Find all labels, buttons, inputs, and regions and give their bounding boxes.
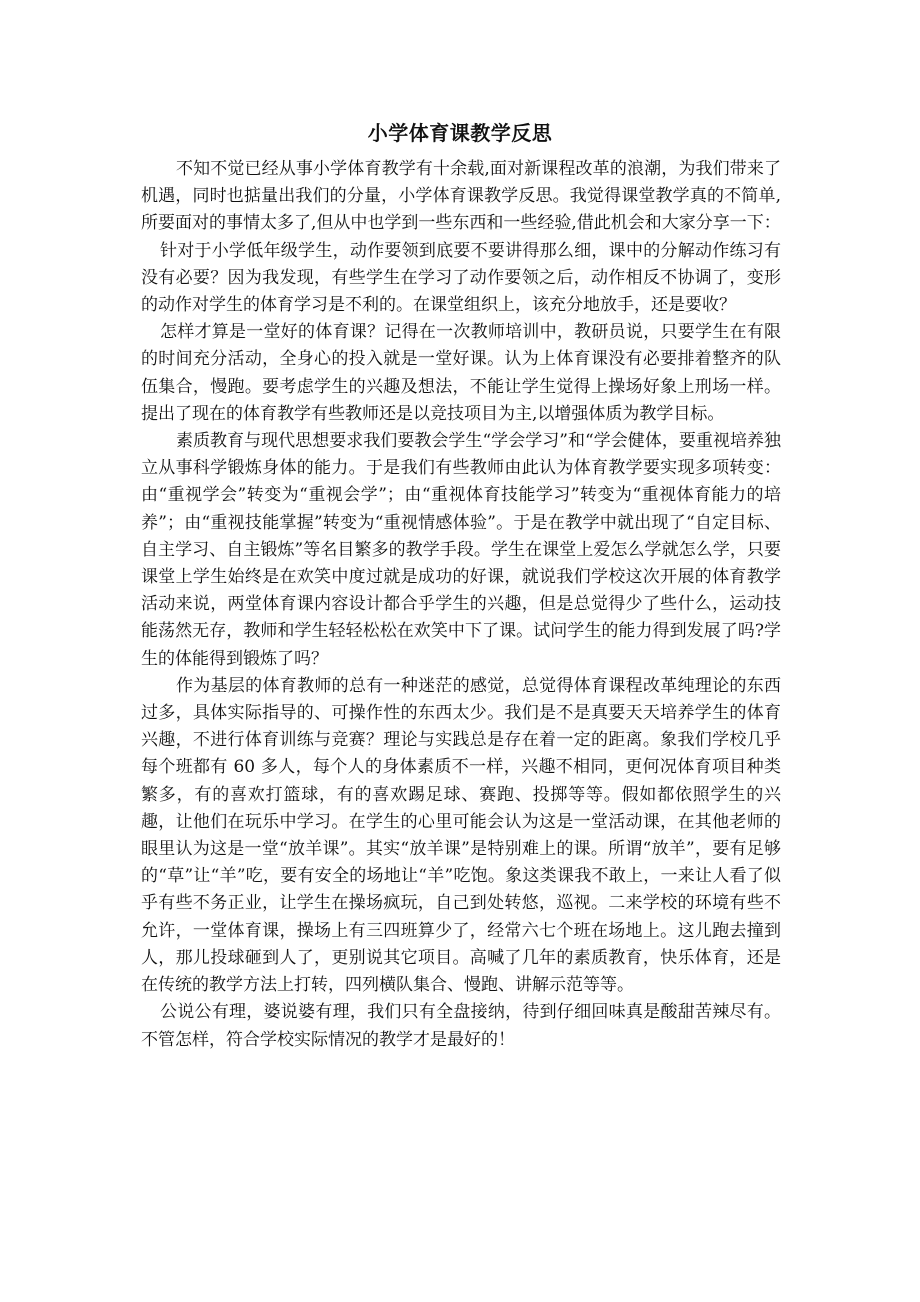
paragraph-1: 不知不觉已经从事小学体育教学有十余载,面对新课程改革的浪潮，为我们带来了机遇，同时也掂量出我们的分量，小学体育课教学反思。我觉得课堂教学真的不简单,所要面对的事情太多了,但从中也学到一些东西和一些经验,借此机会和大家分享一下： [141, 159, 781, 234]
paragraph-3: 怎样才算是一堂好的体育课？记得在一次教师培训中，教研员说，只要学生在有限的时间充分活动，全身心的投入就是一堂好课。认为上体育课没有必要排着整齐的队伍集合，慢跑。要考虑学生的兴趣及想法，不能让学生觉得上操场好象上刑场一样。提出了现在的体育教学有些教师还是以竞技项目为主,以增强体质为教学目标。 [141, 322, 781, 424]
paragraph-4: 素质教育与现代思想要求我们要教会学生“学会学习”和“学会健体，要重视培养独立从事科学锻炼身体的能力。于是我们有些教师由此认为体育教学要实现多项转变：由“重视学会”转变为“重视会学”；由“重视体育技能学习”转变为“重视体育能力的培养”；由“重视技能掌握”转变为“重视情感体验”。于是在教学中就出现了“自定目标、自主学习、自主锻炼”等名目繁多的教学手段。学生在课堂上爱怎么学就怎么学，只要课堂上学生始终是在欢笑中度过就是成功的好课，就说我们学校这次开展的体育教学活动来说，两堂体育课内容设计都合乎学生的兴趣，但是总觉得少了些什么，运动技能荡然无存，教师和学生轻轻松松在欢笑中下了课。试问学生的能力得到发展了吗?学生的体能得到锻炼了吗？ [141, 431, 781, 669]
paragraph-5: 作为基层的体育教师的总有一种迷茫的感觉，总觉得体育课程改革纯理论的东西过多，具体实际指导的、可操作性的东西太少。我们是不是真要天天培养学生的体育兴趣，不进行体育训练与竞赛？理论与实践总是存在着一定的距离。象我们学校几乎每个班都有 60 多人，每个人的身体素质不一样，兴趣不相同，更何况体育项目种类繁多，有的喜欢打篮球，有的喜欢踢足球、赛跑、投掷等等。假如都依照学生的兴趣，让他们在玩乐中学习。在学生的心里可能会认为这是一堂活动课，在其他老师的眼里认为这是一堂“放羊课”。其实“放羊课”是特别难上的课。所谓“放羊”，要有足够的“草”让“羊”吃，要有安全的场地让“羊”吃饱。象这类课我不敢上，一来让人看了似乎有些不务正业，让学生在操场疯玩，自己到处转悠，巡视。二来学校的环境有些不允许，一堂体育课，操场上有三四班算少了，经常六七个班在场地上。这儿跑去撞到人，那儿投球砸到人了，更别说其它项目。高喊了几年的素质教育，快乐体育，还是在传统的教学方法上打转，四列横队集合、慢跑、讲解示范等等。 [141, 675, 781, 996]
document-body [141, 156, 781, 1054]
paragraph-6: 公说公有理，婆说婆有理，我们只有全盘接纳，待到仔细回味真是酸甜苦辣尽有。不管怎样，符合学校实际情况的教学才是最好的！ [141, 1002, 781, 1050]
document-title: 小学体育课教学反思 [367, 121, 553, 145]
paragraph-2: 针对于小学低年级学生，动作要领到底要不要讲得那么细，课中的分解动作练习有没有必要？因为我发现，有些学生在学习了动作要领之后，动作相反不协调了，变形的动作对学生的体育学习是不利的。在课堂组织上，该充分地放手，还是要收？ [141, 240, 781, 316]
